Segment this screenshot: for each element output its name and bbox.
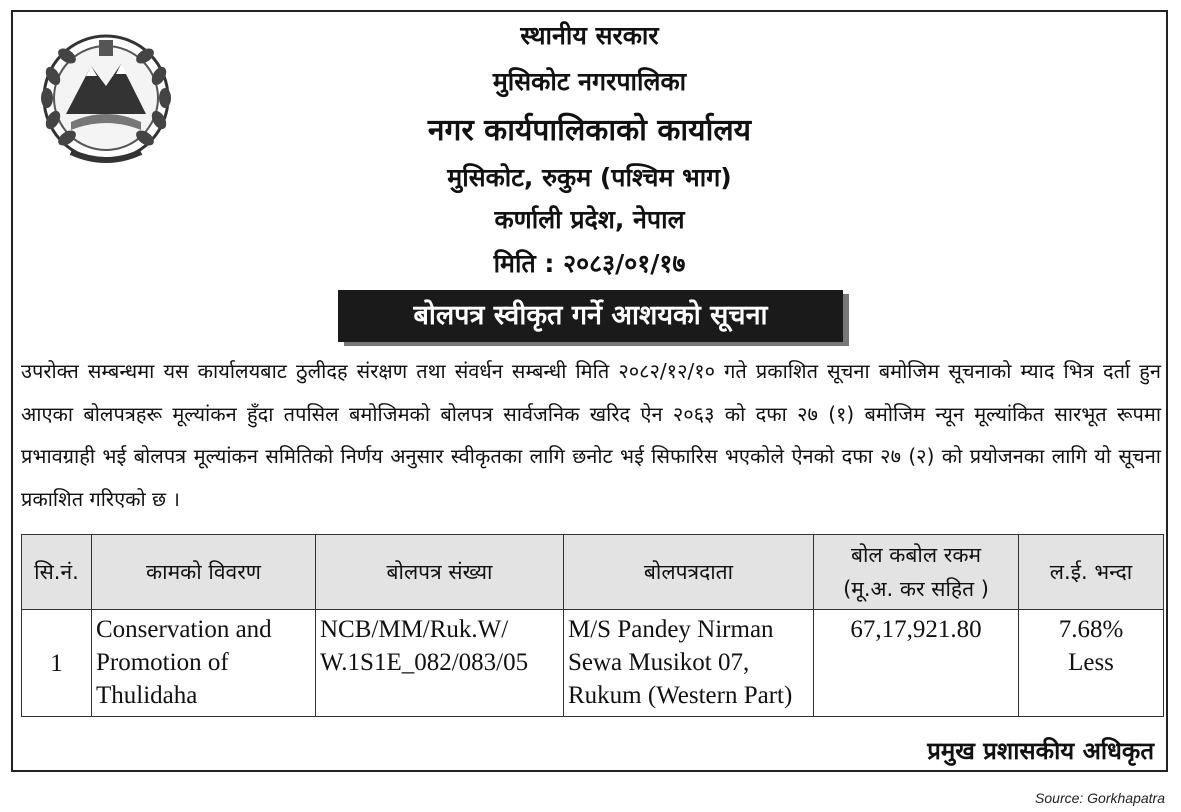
- cell-vs-estimate-line2: Less: [1068, 649, 1114, 676]
- notice-body-text: उपरोक्त सम्बन्धमा यस कार्यालयबाट ठुलीदह संरक्षण तथा संवर्धन सम्बन्धी मिति २०८२/१२/१० गते प्रकाशित सूचना बमोजिम सूचनाको म्याद भित्र दर्ता हुन आएका बोलपत्रहरू मूल्यांकन हुँदा तपसिल बमोजिमको बोलपत्र सार्वजनिक खरिद ऐन २०६३ को दफा २७ (१) बमोजिम न्यून मूल्यांकित सारभूत रूपमा प्रभावग्राही भई बोलपत्र मूल्यांकन समितिको निर्णय अनुसार स्वीकृतका लागि छनोट भई सिफारिस भएकोले ऐनको दफा २७ (२) को प्रयोजनका लागि यो सूचना प्रकाशित गरिएको छ ।: [21, 359, 1161, 511]
- office-name: नगर कार्यपालिकाको कार्यालय: [427, 113, 752, 148]
- cell-bid-number: [316, 610, 564, 717]
- local-government-heading: स्थानीय सरकार: [520, 21, 659, 50]
- cell-serial-no: 1: [22, 610, 92, 717]
- header-work-description: कामको विवरण: [92, 535, 316, 610]
- source-credit: Source: Gorkhapatra: [1035, 790, 1165, 806]
- cell-bidder: M/S Pandey Nirman Sewa Musikot 07, Rukum (Western Part): [564, 610, 814, 717]
- bid-award-table: [21, 534, 1164, 717]
- table-row: [22, 610, 1164, 717]
- header-vs-estimate: ल.ई. भन्दा: [1019, 535, 1164, 610]
- header-serial-no: सि.नं.: [22, 535, 92, 610]
- municipality-name: मुसिकोट नगरपालिका: [492, 67, 687, 96]
- header-bid-amount-line2: (मू.अ. कर सहित ): [843, 577, 989, 601]
- cell-bid-amount: 67,17,921.80: [814, 610, 1019, 717]
- header-bidder: बोलपत्रदाता: [564, 535, 814, 610]
- header-bid-number: बोलपत्र संख्या: [316, 535, 564, 610]
- table-header-row: [22, 535, 1164, 610]
- header-bid-amount-line1: बोल कबोल रकम: [850, 543, 982, 567]
- signature-title: प्रमुख प्रशासकीय अधिकृत: [927, 737, 1154, 765]
- cell-vs-estimate: [1019, 610, 1164, 717]
- notice-title: बोलपत्र स्वीकृत गर्ने आशयको सूचना: [338, 290, 843, 342]
- cell-bid-number-line1: NCB/MM/Ruk.W/: [320, 616, 509, 643]
- cell-bid-number-line2: W.1S1E_082/083/05: [320, 649, 529, 676]
- cell-vs-estimate-line1: 7.68%: [1058, 616, 1124, 643]
- province-country: कर्णाली प्रदेश, नेपाल: [494, 205, 685, 234]
- notice-date: मिति : २०८३/०१/१७: [493, 249, 686, 278]
- notice-frame: [11, 10, 1168, 772]
- office-address: मुसिकोट, रुकुम (पश्चिम भाग): [447, 163, 732, 192]
- cell-work-description: Conservation and Promotion of Thulidaha: [92, 610, 316, 717]
- header-bid-amount: [814, 535, 1019, 610]
